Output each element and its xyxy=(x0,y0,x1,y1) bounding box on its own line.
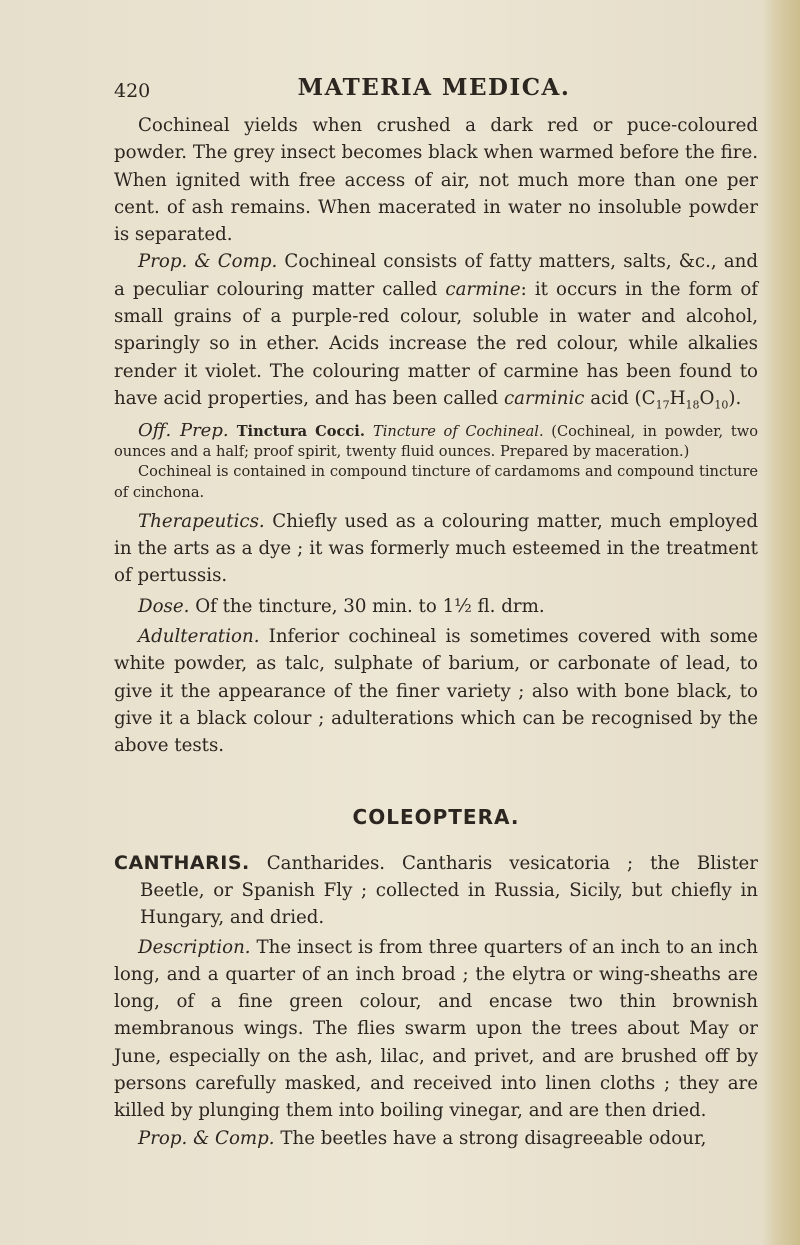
section-heading: COLEOPTERA. xyxy=(352,805,520,830)
paragraph-adulteration xyxy=(114,623,758,759)
paragraph-text: Cochineal is contained in compound tincture of cardamoms and compound tincture of cinchona. xyxy=(114,463,758,501)
paragraph-cochineal-description xyxy=(114,112,758,248)
paragraph-text: Cantharides. Cantharis vesicatoria ; the Blister Beetle, or Spanish Fly ; collected in Russia, Sicily, but chiefly in Hungary, and dried. xyxy=(140,852,758,929)
entry-heading: CANTHARIS. xyxy=(114,851,250,874)
page-header xyxy=(114,74,754,114)
paragraph-prop-comp-2 xyxy=(114,1125,758,1152)
paragraph-official-preparation xyxy=(114,421,758,462)
paragraph-label: Therapeutics. xyxy=(138,510,265,532)
paragraph-text: The beetles have a strong disagreeable odour, xyxy=(274,1127,707,1149)
paragraph-text: Chiefly used as a colouring matter, much employed in the arts as a dye ; it was formerly much esteemed in the treatment of pertussis. xyxy=(114,510,758,587)
paragraph-text: (Cochineal, in powder, two ounces and a half; proof spirit, twenty fluid ounces. Prepared by maceration.) xyxy=(114,422,758,461)
paragraph-text: Inferior cochineal is sometimes covered with some white powder, as talc, sulphate of barium, or carbonate of lead, to give it the appearance of the finer variety ; also with bone black, to give it a black colour ; adulterations which can be recognised by the above tests. xyxy=(114,625,758,757)
paragraph-label: Prop. & Comp. xyxy=(138,251,278,273)
formula-subscript: 17 xyxy=(655,398,670,412)
paragraph-text: Cochineal consists of fatty matters, salts, &c., and a peculiar colouring matter called xyxy=(114,251,758,300)
paragraph-label: Dose. xyxy=(138,595,190,617)
formula-subscript: 18 xyxy=(685,398,700,412)
paragraph-label: Adulteration. xyxy=(138,625,260,647)
paragraph-compound-tinctures xyxy=(114,462,758,502)
paragraph-text: : it occurs in the form of small grains of a purple-red colour, soluble in water and alcohol, sparingly so in ether. Acids increase the red colour, while alkalies render it violet. The colouring matter of carmine has been found to have acid properties, and has been called xyxy=(114,278,759,409)
term-carminic: carminic xyxy=(503,387,585,409)
preparation-name: Tinctura Cocci. xyxy=(228,422,374,440)
page-body xyxy=(114,112,758,1152)
running-title: MATERIA MEDICA. xyxy=(297,74,571,101)
entry-cantharis xyxy=(114,850,758,932)
paragraph-therapeutics xyxy=(114,508,758,590)
paragraph-text: Of the tincture, 30 min. to 1½ fl. drm. xyxy=(189,595,545,617)
page-edge-shadow xyxy=(762,0,800,1245)
formula-part: H xyxy=(669,387,686,409)
chemical-formula xyxy=(584,387,742,412)
formula-subscript: 10 xyxy=(714,398,729,412)
paragraph-description xyxy=(114,934,758,1125)
paragraph-label: Off. Prep. xyxy=(138,419,229,441)
formula-part: O xyxy=(699,387,715,409)
term-carmine: carmine xyxy=(445,278,521,300)
paragraph-label: Description. xyxy=(138,936,251,958)
preparation-english: Tincture of Cochineal. xyxy=(373,422,544,440)
paragraph-label: Prop. & Comp. xyxy=(138,1127,275,1149)
formula-part: ). xyxy=(728,387,742,409)
formula-part: acid (C xyxy=(584,387,656,409)
page-number: 420 xyxy=(114,80,151,102)
paragraph-text: The insect is from three quarters of an inch to an inch long, and a quarter of an inch broad ; the elytra or wing-sheaths are long, of a fine green colour, and encase two thin brownish membranous wings. The flies swarm upon the trees about May or June, especially on the ash, lilac, and privet, and are brushed off by persons carefully masked, and received into linen cloths ; they are killed by plunging them into boiling vinegar, and are then dried. xyxy=(114,936,758,1122)
paragraph-text: Cochineal yields when crushed a dark red or puce-coloured powder. The grey insect becomes black when warmed before the fire. When ignited with free access of air, not much more than one per cent. of ash remains. When macerated in water no insoluble powder is separated. xyxy=(114,115,758,246)
paragraph-dose xyxy=(114,593,758,620)
paragraph-prop-comp xyxy=(114,248,758,418)
